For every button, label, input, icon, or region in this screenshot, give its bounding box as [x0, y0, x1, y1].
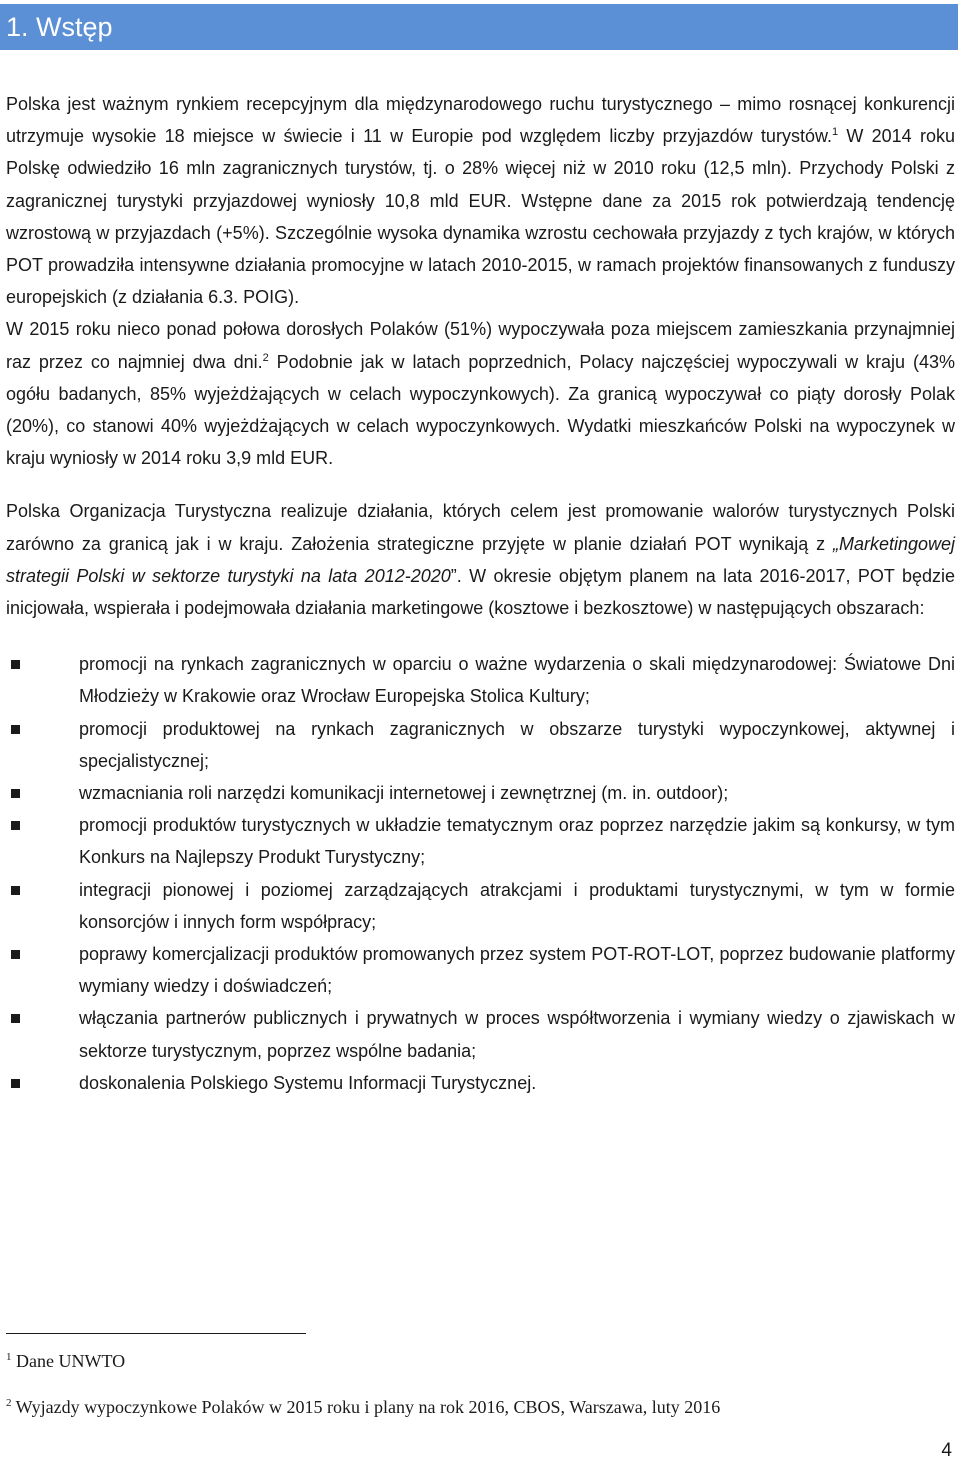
footnote-text: Wyjazdy wypoczynkowe Polaków w 2015 roku i plany na rok 2016, CBOS, Warszawa, luty 2016	[11, 1397, 721, 1417]
list-item: promocji produktowej na rynkach zagranicznych w obszarze turystyki wypoczynkowej, aktywnej i specjalistycznej;	[6, 713, 955, 777]
paragraph-pot	[6, 495, 955, 624]
square-bullet-icon	[11, 1014, 20, 1023]
strategy-title: „Marketingowej strategii Polski w sektorze turystyki na lata 2012-2020	[6, 533, 955, 586]
square-bullet-icon	[11, 725, 20, 734]
paragraph-text: Polska Organizacja Turystyczna realizuje działania, których celem jest promowanie walorów turystycznych Polski zarówno za granicą jak i w kraju. Założenia strategiczne przyjęte w planie działań POT wynikają z	[6, 501, 955, 554]
spacer	[6, 624, 955, 648]
square-bullet-icon	[11, 950, 20, 959]
paragraph-text: Polska jest ważnym rynkiem recepcyjnym dla międzynarodowego ruchu turystycznego – mimo rosnącej konkurencji utrzymuje wysokie 18 miejsce w świecie i 11 w Europie pod względem liczby przyjazdów turystów.	[6, 94, 955, 147]
footnote-number: 2	[6, 1397, 12, 1409]
footnote-ref-2[interactable]: 2	[262, 351, 269, 364]
paragraph-text: Podobnie jak w latach poprzednich, Polacy najczęściej wypoczywali w kraju (43% ogółu badanych, 85% wyjeżdżających w celach wypoczynkowych). Za granicą wypoczywał co piąty dorosły Polak (20%), co stanowi 40% wyjeżdżających w celach wypoczynkowych. Wydatki mieszkańców Polski na wypoczynek w kraju wyniosły w 2014 roku 3,9 mld EUR.	[6, 351, 955, 469]
footnote-2	[6, 1396, 946, 1418]
paragraph-holidays	[6, 313, 955, 474]
areas-list	[6, 648, 955, 1099]
square-bullet-icon	[11, 886, 20, 895]
paragraph-text: W 2014 roku Polskę odwiedziło 16 mln zagranicznych turystów, tj. o 28% więcej niż w 2010 roku (12,5 mln). Przychody Polski z zagranicznej turystyki przyjazdowej wyniosły 10,8 mld EUR. Wstępne dane za 2015 rok potwierdzają tendencję wzrostową w przyjazdach (+5%). Szczególnie wysoka dynamika wzrostu cechowała przyjazdy z tych krajów, w których POT prowadziła intensywne działania promocyjne w latach 2010-2015, w ramach projektów finansowanych z funduszy europejskich (z działania 6.3. POIG).	[6, 126, 955, 308]
square-bullet-icon	[11, 821, 20, 830]
list-item: promocji produktów turystycznych w układzie tematycznym oraz poprzez narzędzie jakim są konkursy, w tym Konkurs na Najlepszy Produkt Turystyczny;	[6, 809, 955, 873]
square-bullet-icon	[11, 1079, 20, 1088]
footnote-1	[6, 1350, 946, 1372]
paragraph-text: ”. W okresie objętym planem na lata 2016-2017, POT będzie inicjowała, wspierała i podejmowała działania marketingowe (kosztowe i bezkosztowe) w następujących obszarach:	[6, 565, 956, 619]
spacer	[6, 474, 955, 495]
footnote-ref-1[interactable]: 1	[831, 126, 839, 139]
list-item: poprawy komercjalizacji produktów promowanych przez system POT-ROT-LOT, poprzez budowanie platformy wymiany wiedzy i doświadczeń;	[6, 938, 955, 1002]
footnote-number: 1	[6, 1351, 12, 1363]
page-number: 4	[941, 1440, 952, 1461]
document-body	[6, 88, 955, 1099]
square-bullet-icon	[11, 789, 20, 798]
square-bullet-icon	[11, 660, 20, 669]
list-item: wzmacniania roli narzędzi komunikacji internetowej i zewnętrznej (m. in. outdoor);	[6, 777, 955, 809]
paragraph-text: W 2015 roku nieco ponad połowa dorosłych Polaków (51%) wypoczywała poza miejscem zamieszkania przynajmniej raz przez co najmniej dwa dni.	[6, 319, 955, 372]
footnote-separator	[6, 1333, 306, 1334]
list-item: włączania partnerów publicznych i prywatnych w proces współtworzenia i wymiany wiedzy o zjawiskach w sektorze turystycznym, poprzez wspólne badania;	[6, 1002, 955, 1066]
section-heading: 1. Wstęp	[6, 12, 113, 42]
list-item: integracji pionowej i poziomej zarządzających atrakcjami i produktami turystycznymi, w tym w formie konsorcjów i innych form współpracy;	[6, 874, 955, 938]
footnote-text: Dane UNWTO	[11, 1351, 126, 1371]
list-item: doskonalenia Polskiego Systemu Informacji Turystycznej.	[6, 1067, 955, 1099]
section-heading-bar	[0, 4, 958, 50]
list-item: promocji na rynkach zagranicznych w oparciu o ważne wydarzenia o skali międzynarodowej: Światowe Dni Młodzieży w Krakowie oraz Wrocław Europejska Stolica Kultury;	[6, 648, 955, 712]
paragraph-intro	[6, 88, 955, 313]
